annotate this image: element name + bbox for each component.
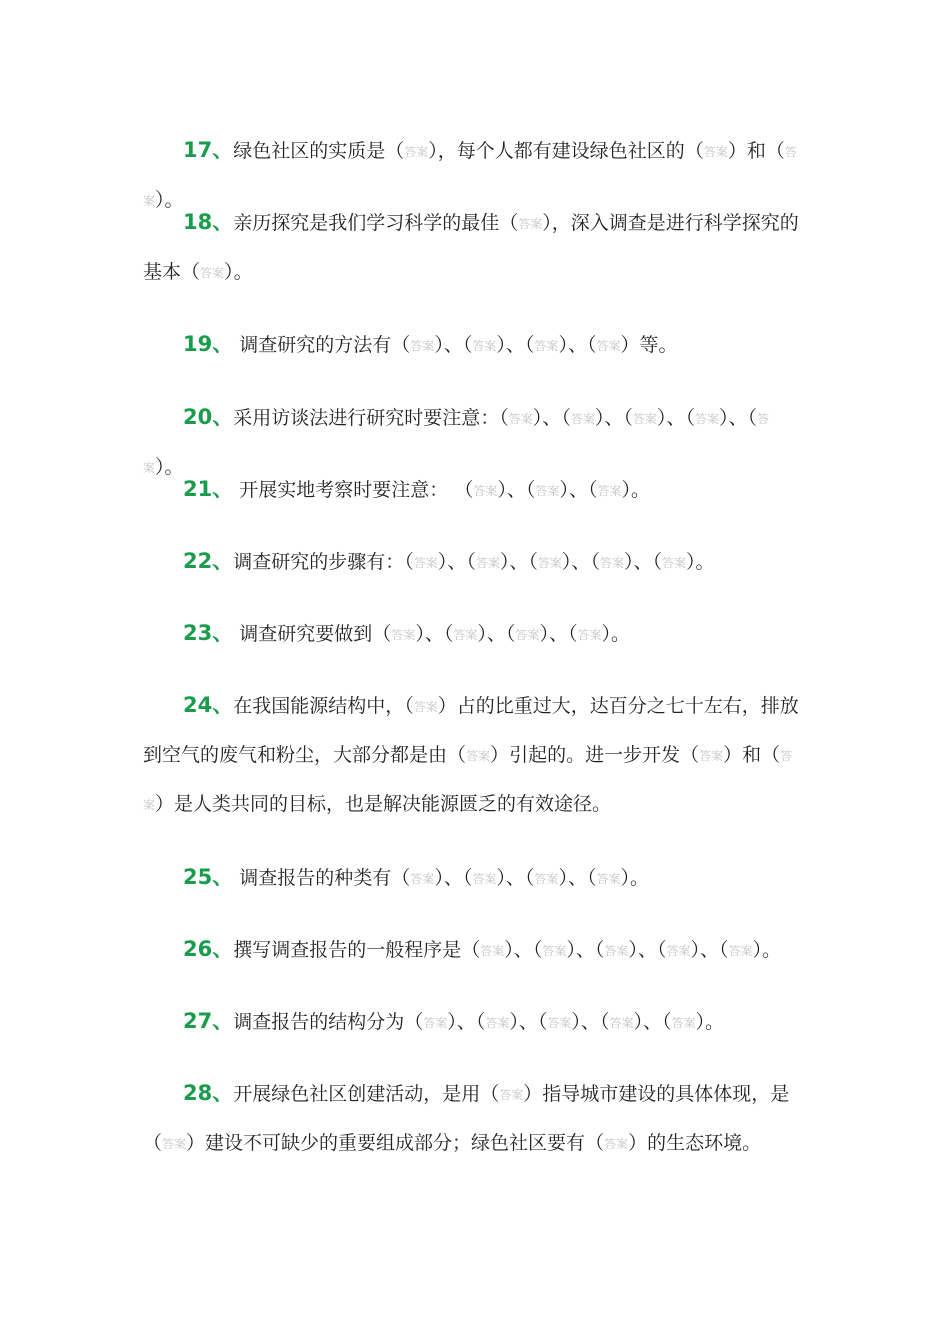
- question-number: 26、: [183, 937, 234, 961]
- answer-blank[interactable]: （答案）: [404, 1011, 457, 1033]
- answer-blank[interactable]: （答案）: [143, 407, 770, 478]
- answer-blank[interactable]: （答案）: [391, 334, 444, 356]
- answer-blank[interactable]: （答案）: [684, 140, 747, 162]
- question-21: [143, 465, 808, 515]
- question-text: 调查报告的种类有: [233, 867, 392, 889]
- answer-blank[interactable]: （答案）: [524, 334, 568, 356]
- answer-placeholder: 答案: [694, 412, 719, 426]
- answer-blank[interactable]: （答案）: [719, 939, 763, 961]
- question-text: 、: [728, 407, 748, 429]
- answer-blank[interactable]: （答案）: [528, 551, 572, 573]
- question-24: [143, 681, 808, 829]
- answer-placeholder: 答案: [480, 944, 505, 958]
- question-text: 、: [443, 334, 463, 356]
- question-text: 指导城市建设的具体体现，是: [542, 1083, 790, 1105]
- answer-placeholder: 答案: [662, 556, 687, 570]
- question-text: 和: [742, 744, 762, 766]
- answer-placeholder: 答案: [671, 1016, 696, 1030]
- question-text: 、: [505, 867, 525, 889]
- answer-blank[interactable]: （答案）: [143, 1132, 206, 1154]
- answer-placeholder: 答案: [632, 412, 657, 426]
- answer-blank[interactable]: （答案）: [404, 551, 448, 573]
- answer-blank[interactable]: （答案）: [599, 1011, 643, 1033]
- question-text: 、: [486, 623, 506, 645]
- answer-placeholder: 答案: [570, 412, 595, 426]
- question-text: 引起的。进一步开发: [509, 744, 681, 766]
- answer-placeholder: 答案: [143, 412, 770, 475]
- question-text: 采用访谈法进行研究时要注意：: [233, 407, 500, 429]
- answer-blank[interactable]: （答案）: [590, 551, 634, 573]
- question-text: 、: [548, 623, 568, 645]
- question-number: 24、: [183, 693, 234, 717]
- question-text: 、: [637, 939, 657, 961]
- answer-blank[interactable]: （答案）: [594, 939, 638, 961]
- answer-placeholder: 答案: [423, 1016, 448, 1030]
- question-text: 、: [567, 867, 587, 889]
- question-text: 。: [630, 867, 650, 889]
- question-text: ，每个人都有建设绿色社区的: [437, 140, 685, 162]
- question-text: 等。: [639, 334, 678, 356]
- answer-blank[interactable]: （答案）: [461, 939, 514, 961]
- question-number: 20、: [183, 405, 234, 429]
- answer-placeholder: 答案: [542, 944, 567, 958]
- answer-placeholder: 答案: [703, 145, 728, 159]
- answer-placeholder: 答案: [453, 628, 478, 642]
- answer-placeholder: 答案: [410, 872, 435, 886]
- question-text: 调查研究的步骤有：: [233, 551, 405, 573]
- question-text: 、: [518, 1011, 538, 1033]
- answer-placeholder: 答案: [666, 944, 691, 958]
- question-text: 和: [746, 140, 766, 162]
- answer-placeholder: 答案: [518, 217, 543, 231]
- question-number: 21、: [183, 477, 234, 501]
- answer-blank[interactable]: （答案）: [586, 867, 631, 889]
- question-number: 22、: [183, 549, 234, 573]
- question-number: 18、: [183, 210, 234, 234]
- question-text: 。: [164, 189, 184, 211]
- question-text: 、: [513, 939, 533, 961]
- answer-placeholder: 答案: [609, 1016, 634, 1030]
- question-27: [143, 997, 808, 1047]
- answer-blank[interactable]: （答案）: [499, 212, 552, 234]
- question-23: [143, 609, 808, 659]
- answer-placeholder: 答案: [499, 1088, 524, 1102]
- question-number: 27、: [183, 1009, 234, 1033]
- question-text: 、: [506, 479, 526, 501]
- answer-placeholder: 答案: [535, 484, 560, 498]
- answer-placeholder: 答案: [599, 556, 624, 570]
- answer-blank[interactable]: （答案）: [143, 140, 797, 211]
- question-text: 。: [611, 623, 631, 645]
- answer-placeholder: 答案: [515, 628, 540, 642]
- answer-blank[interactable]: （答案）: [462, 867, 506, 889]
- question-text: 调查报告的结构分为: [233, 1011, 405, 1033]
- answer-placeholder: 答案: [404, 145, 429, 159]
- question-text: 、: [443, 867, 463, 889]
- question-text: 。: [762, 939, 782, 961]
- question-25: [143, 853, 808, 903]
- question-text: 。: [233, 261, 253, 283]
- answer-placeholder: 答案: [391, 628, 416, 642]
- question-text: 。: [695, 551, 715, 573]
- question-text: 、: [575, 939, 595, 961]
- question-text: 、: [424, 623, 444, 645]
- question-text: 、: [456, 1011, 476, 1033]
- answer-placeholder: 答案: [162, 1137, 187, 1151]
- question-text: 的生态环境。: [647, 1132, 762, 1154]
- question-22: [143, 537, 808, 587]
- answer-blank[interactable]: （答案）: [623, 407, 667, 429]
- question-text: 撰写调查报告的一般程序是: [233, 939, 462, 961]
- answer-blank[interactable]: （答案）: [532, 939, 576, 961]
- answer-blank[interactable]: （答案）: [475, 1011, 519, 1033]
- answer-placeholder: 答案: [472, 339, 497, 353]
- question-number: 19、: [183, 332, 234, 356]
- answer-blank[interactable]: （答案）: [404, 695, 457, 717]
- answer-blank[interactable]: （答案）: [587, 479, 631, 501]
- answer-placeholder: 答案: [537, 556, 562, 570]
- answer-placeholder: 答案: [596, 339, 621, 353]
- answer-blank[interactable]: （答案）: [372, 623, 425, 645]
- answer-placeholder: 答案: [485, 1016, 510, 1030]
- answer-blank[interactable]: （答案）: [391, 867, 444, 889]
- answer-blank[interactable]: （答案）: [462, 334, 506, 356]
- question-text: 绿色社区的实质是: [233, 140, 386, 162]
- answer-placeholder: 答案: [534, 872, 559, 886]
- question-text: 。: [631, 479, 651, 501]
- question-text: 是人类共同的目标，也是解决能源匮乏的有效途径。: [174, 793, 612, 815]
- question-text: 占的比重过大，达百分之七十左右，排放到空气的废气和粉尘，大部分都是由: [143, 695, 799, 766]
- answer-blank[interactable]: （答案）: [480, 1083, 543, 1105]
- answer-placeholder: 答案: [728, 944, 753, 958]
- question-text: 、: [604, 407, 624, 429]
- question-text: 亲历探究是我们学习科学的最佳: [233, 212, 500, 234]
- answer-blank[interactable]: （答案）: [385, 140, 438, 162]
- question-18: [143, 198, 808, 297]
- question-text: 、: [568, 479, 588, 501]
- answer-blank[interactable]: （答案）: [537, 1011, 581, 1033]
- question-text: 、: [642, 1011, 662, 1033]
- answer-blank[interactable]: （答案）: [454, 479, 507, 501]
- answer-blank[interactable]: （答案）: [466, 551, 510, 573]
- answer-blank[interactable]: （答案）: [652, 551, 696, 573]
- question-text: 。: [705, 1011, 725, 1033]
- answer-blank[interactable]: （答案）: [524, 867, 568, 889]
- answer-placeholder: 答案: [143, 145, 797, 208]
- answer-placeholder: 答案: [534, 339, 559, 353]
- answer-blank[interactable]: （答案）: [567, 623, 612, 645]
- question-number: 23、: [183, 621, 234, 645]
- answer-blank[interactable]: （答案）: [499, 407, 543, 429]
- question-text: 、: [567, 334, 587, 356]
- answer-blank[interactable]: （答案）: [181, 261, 234, 283]
- question-text: 、: [580, 1011, 600, 1033]
- answer-placeholder: 答案: [596, 872, 621, 886]
- question-text: 、: [699, 939, 719, 961]
- answer-blank[interactable]: （答案）: [656, 939, 700, 961]
- answer-placeholder: 答案: [604, 944, 629, 958]
- question-text: 建设不可缺少的重要组成部分；绿色社区要有: [205, 1132, 586, 1154]
- question-text: ，深入调查是进行科学探究的基本: [143, 212, 799, 283]
- answer-placeholder: 答案: [413, 700, 438, 714]
- answer-blank[interactable]: （答案）: [505, 623, 549, 645]
- answer-blank[interactable]: （答案）: [685, 407, 729, 429]
- answer-placeholder: 答案: [472, 872, 497, 886]
- question-text: 、: [509, 551, 529, 573]
- answer-placeholder: 答案: [508, 412, 533, 426]
- answer-blank[interactable]: （答案）: [662, 1011, 706, 1033]
- answer-blank[interactable]: （答案）: [586, 334, 640, 356]
- question-text: 开展绿色社区创建活动，是用: [233, 1083, 481, 1105]
- answer-placeholder: 答案: [547, 1016, 572, 1030]
- answer-blank[interactable]: （答案）: [525, 479, 569, 501]
- answer-placeholder: 答案: [413, 556, 438, 570]
- answer-blank[interactable]: （答案）: [561, 407, 605, 429]
- question-text: 、: [542, 407, 562, 429]
- question-text: 。: [164, 456, 184, 478]
- question-number: 28、: [183, 1081, 234, 1105]
- question-text: 、: [447, 551, 467, 573]
- answer-placeholder: 答案: [466, 749, 491, 763]
- question-text: 在我国能源结构中，: [233, 695, 405, 717]
- answer-placeholder: 答案: [475, 556, 500, 570]
- answer-placeholder: 答案: [577, 628, 602, 642]
- question-28: [143, 1069, 808, 1168]
- question-text: 开展实地考察时要注意：: [233, 479, 455, 501]
- question-text: 、: [571, 551, 591, 573]
- answer-placeholder: 答案: [597, 484, 622, 498]
- question-text: 、: [666, 407, 686, 429]
- question-number: 17、: [183, 138, 234, 162]
- answer-placeholder: 答案: [143, 749, 793, 812]
- question-number: 25、: [183, 865, 234, 889]
- answer-placeholder: 答案: [200, 266, 225, 280]
- question-26: [143, 925, 808, 975]
- question-text: 调查研究的方法有: [233, 334, 392, 356]
- answer-blank[interactable]: （答案）: [680, 744, 743, 766]
- answer-placeholder: 答案: [410, 339, 435, 353]
- answer-blank[interactable]: （答案）: [447, 744, 510, 766]
- answer-placeholder: 答案: [473, 484, 498, 498]
- answer-placeholder: 答案: [604, 1137, 629, 1151]
- question-text: 、: [505, 334, 525, 356]
- answer-blank[interactable]: （答案）: [143, 744, 793, 815]
- answer-blank[interactable]: （答案）: [585, 1132, 648, 1154]
- answer-blank[interactable]: （答案）: [443, 623, 487, 645]
- question-19: [143, 320, 808, 370]
- question-text: 调查研究要做到: [233, 623, 373, 645]
- question-text: 、: [633, 551, 653, 573]
- answer-placeholder: 答案: [699, 749, 724, 763]
